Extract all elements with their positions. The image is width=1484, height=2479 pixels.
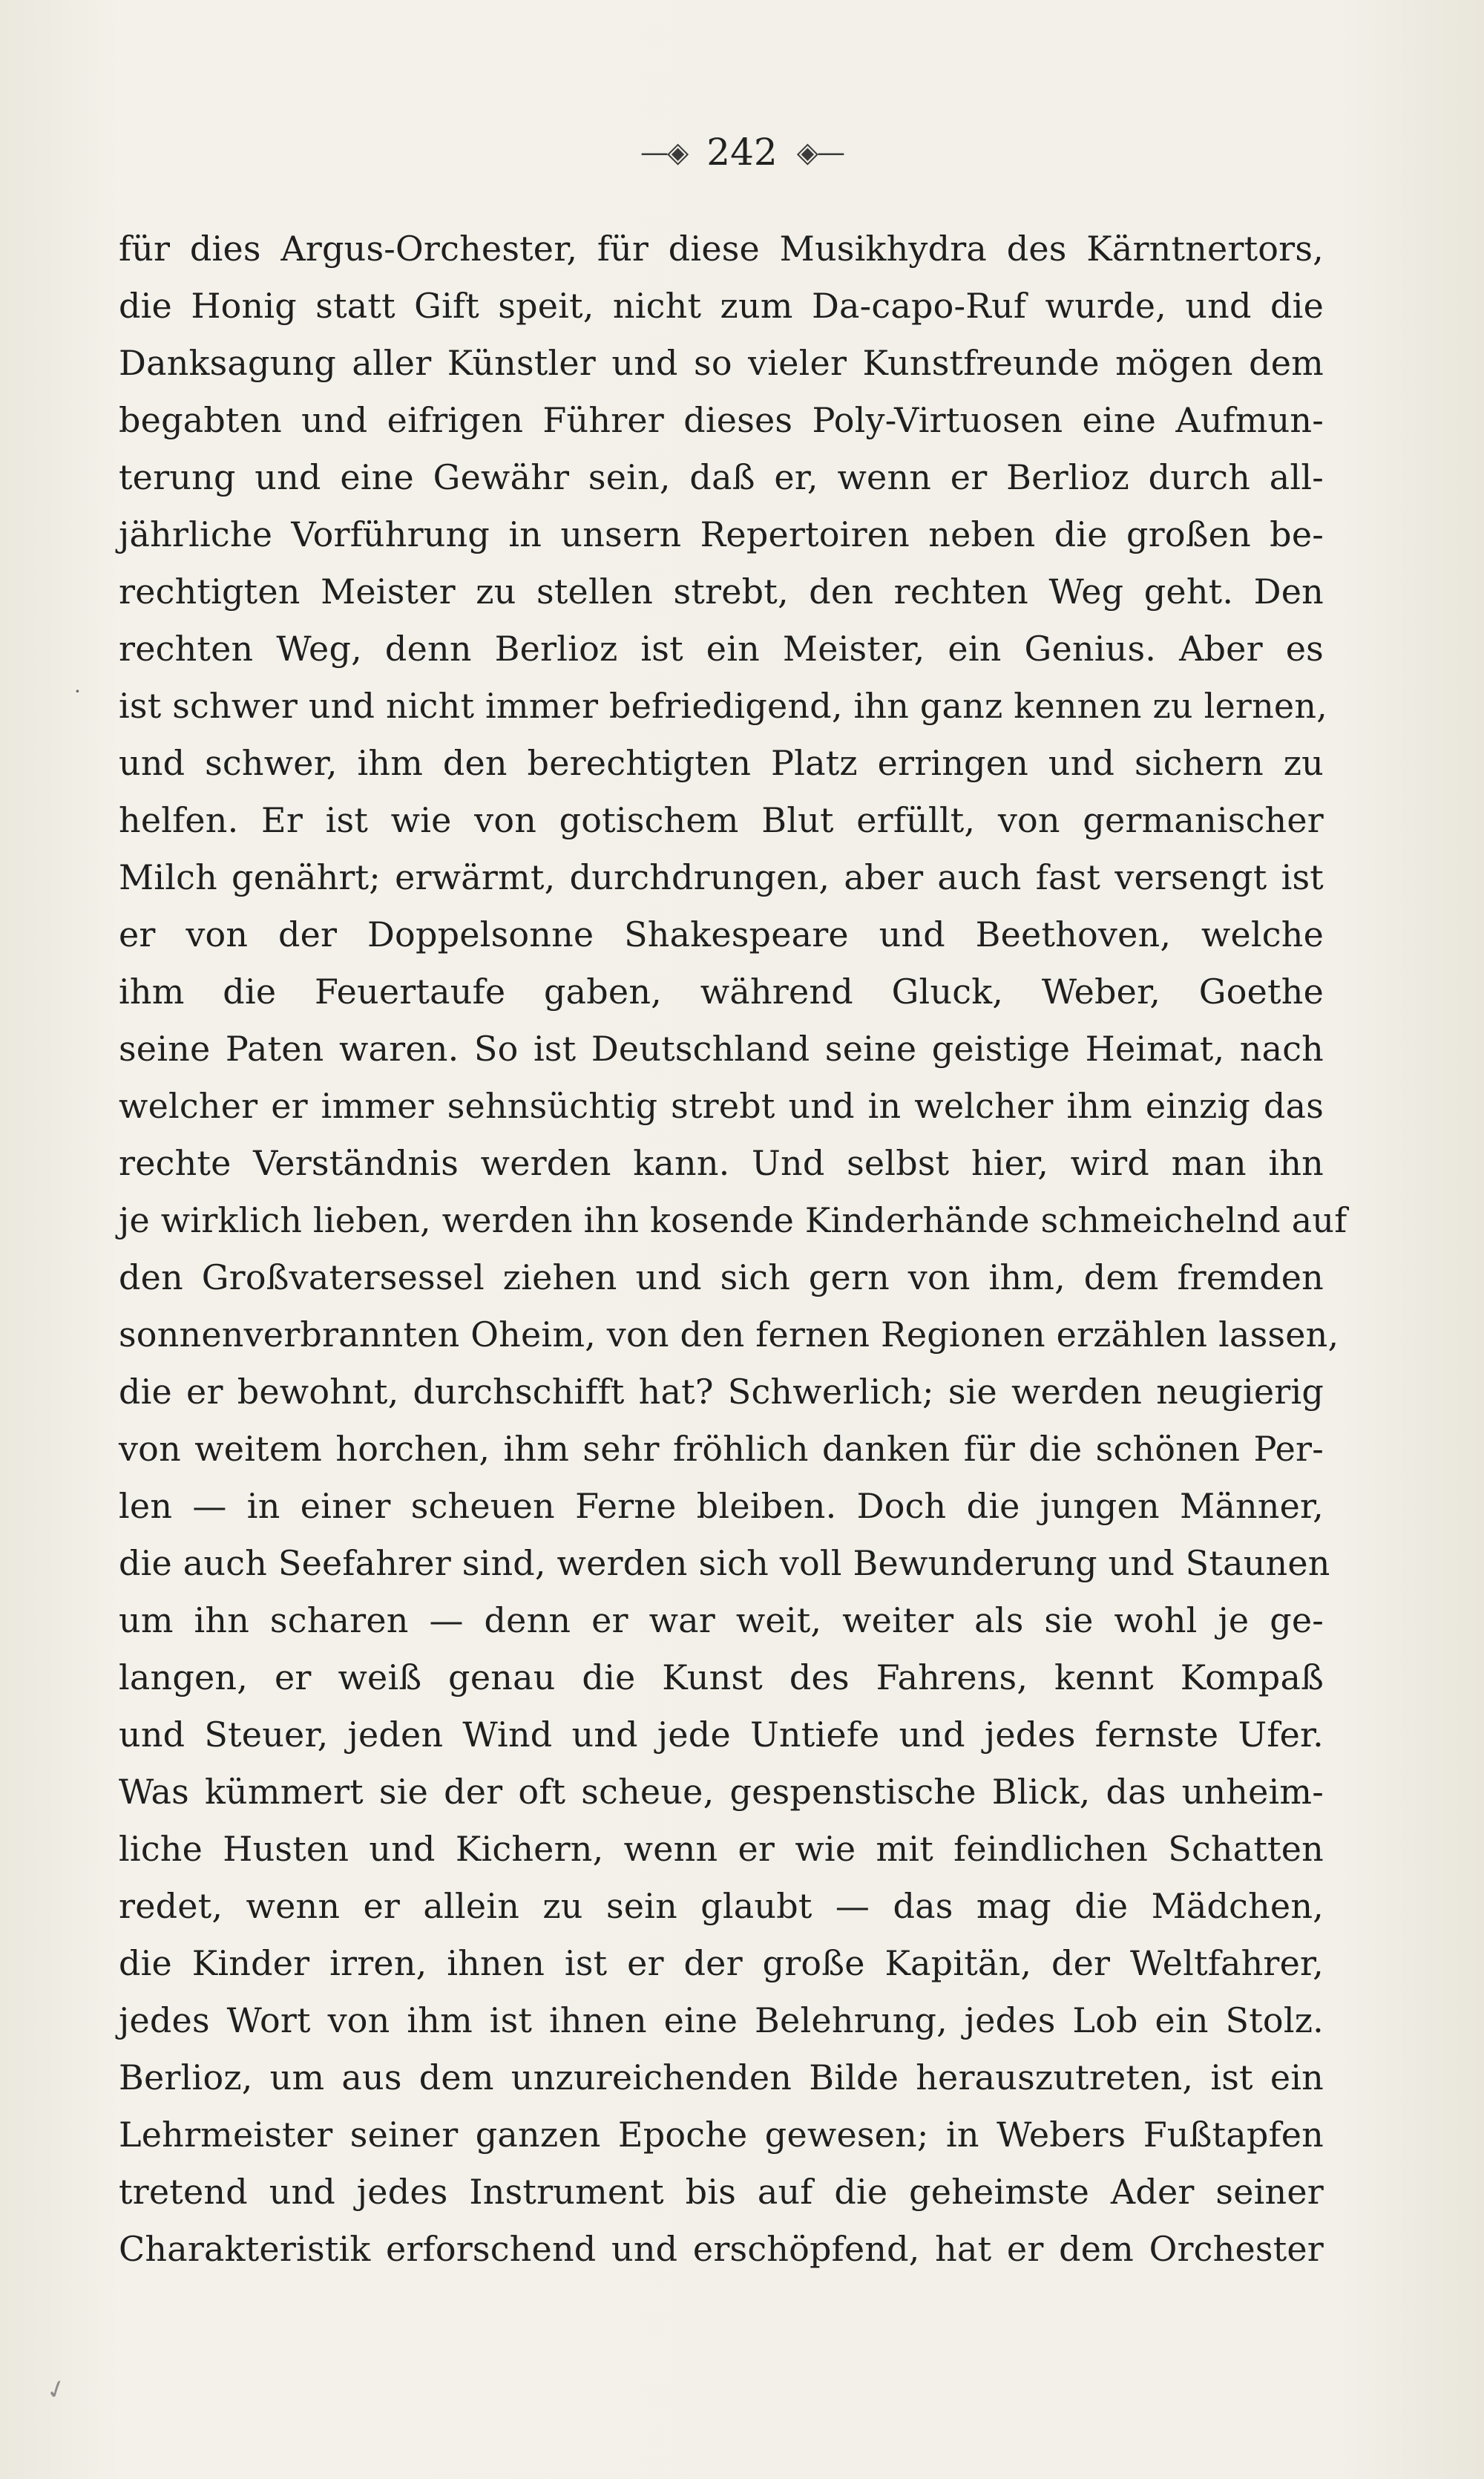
- left-ornament: —◈: [640, 136, 688, 168]
- text-line: Was kümmert sie der oft scheue, gespenstische Blick, das unheim-: [119, 1772, 1324, 1812]
- text-line: rechten Weg, denn Berlioz ist ein Meister, ein Genius. Aber es: [119, 629, 1324, 669]
- text-line: jedes Wort von ihm ist ihnen eine Belehrung, jedes Lob ein Stolz.: [119, 2000, 1324, 2040]
- text-line: langen, er weiß genau die Kunst des Fahrens, kennt Kompaß: [119, 1657, 1324, 1697]
- text-line: Danksagung aller Künstler und so vieler Kunstfreunde mögen dem: [119, 343, 1324, 383]
- text-line: Milch genährt; erwärmt, durchdrungen, aber auch fast versengt ist: [119, 857, 1324, 897]
- text-line: je wirklich lieben, werden ihn kosende Kinderhände schmeichelnd auf: [119, 1200, 1347, 1240]
- scan-check-mark: ✓: [42, 2372, 71, 2408]
- page-number: 242: [706, 131, 778, 174]
- text-line: welcher er immer sehnsüchtig strebt und in welcher ihm einzig das: [119, 1086, 1324, 1126]
- text-line: len — in einer scheuen Ferne bleiben. Doch die jungen Männer,: [119, 1486, 1324, 1526]
- text-line: und schwer, ihm den berechtigten Platz erringen und sichern zu: [119, 743, 1324, 783]
- text-line: begabten und eifrigen Führer dieses Poly-Virtuosen eine Aufmun-: [119, 400, 1324, 440]
- margin-dot: ·: [74, 679, 81, 704]
- text-line: jährliche Vorführung in unsern Repertoiren neben die großen be-: [119, 514, 1324, 554]
- text-line: von weitem horchen, ihm sehr fröhlich danken für die schönen Per-: [119, 1429, 1324, 1469]
- text-line: die auch Seefahrer sind, werden sich voll Bewunderung und Staunen: [119, 1543, 1330, 1583]
- text-line: rechte Verständnis werden kann. Und selbst hier, wird man ihn: [119, 1143, 1324, 1183]
- text-line: die er bewohnt, durchschifft hat? Schwerlich; sie werden neugierig: [119, 1372, 1324, 1412]
- text-line: er von der Doppelsonne Shakespeare und Beethoven, welche: [119, 914, 1324, 954]
- text-line: terung und eine Gewähr sein, daß er, wenn er Berlioz durch all-: [119, 457, 1324, 497]
- text-line: den Großvatersessel ziehen und sich gern von ihm, dem fremden: [119, 1257, 1324, 1297]
- text-line: ihm die Feuertaufe gaben, während Gluck, Weber, Goethe: [119, 972, 1324, 1012]
- text-line: seine Paten waren. So ist Deutschland seine geistige Heimat, nach: [119, 1029, 1324, 1069]
- text-line: sonnenverbrannten Oheim, von den fernen Regionen erzählen lassen,: [119, 1314, 1339, 1355]
- text-line: Berlioz, um aus dem unzureichenden Bilde herauszutreten, ist ein: [119, 2057, 1324, 2098]
- text-line: die Honig statt Gift speit, nicht zum Da-capo-Ruf wurde, und die: [119, 286, 1324, 326]
- text-line: ist schwer und nicht immer befriedigend, ihn ganz kennen zu lernen,: [119, 686, 1327, 726]
- right-ornament: ◈—: [796, 136, 844, 168]
- body-text: [119, 220, 1347, 2269]
- text-line: die Kinder irren, ihnen ist er der große Kapitän, der Weltfahrer,: [119, 1943, 1324, 1983]
- text-line: Lehrmeister seiner ganzen Epoche gewesen; in Webers Fußtapfen: [119, 2115, 1324, 2155]
- text-line: tretend und jedes Instrument bis auf die geheimste Ader seiner: [119, 2172, 1324, 2212]
- text-line: redet, wenn er allein zu sein glaubt — das mag die Mädchen,: [119, 1886, 1324, 1926]
- text-line: rechtigten Meister zu stellen strebt, den rechten Weg geht. Den: [119, 572, 1324, 612]
- text-line: um ihn scharen — denn er war weit, weiter als sie wohl je ge-: [119, 1600, 1324, 1640]
- text-line: liche Husten und Kichern, wenn er wie mit feindlichen Schatten: [119, 1829, 1324, 1869]
- text-line: für dies Argus-Orchester, für diese Musikhydra des Kärntnertors,: [119, 229, 1324, 269]
- page-header: [0, 111, 1484, 193]
- text-line: helfen. Er ist wie von gotischem Blut erfüllt, von germanischer: [119, 800, 1324, 840]
- text-line: und Steuer, jeden Wind und jede Untiefe und jedes fernste Ufer.: [119, 1715, 1324, 1755]
- text-line: Charakteristik erforschend und erschöpfend, hat er dem Orchester: [119, 2229, 1324, 2269]
